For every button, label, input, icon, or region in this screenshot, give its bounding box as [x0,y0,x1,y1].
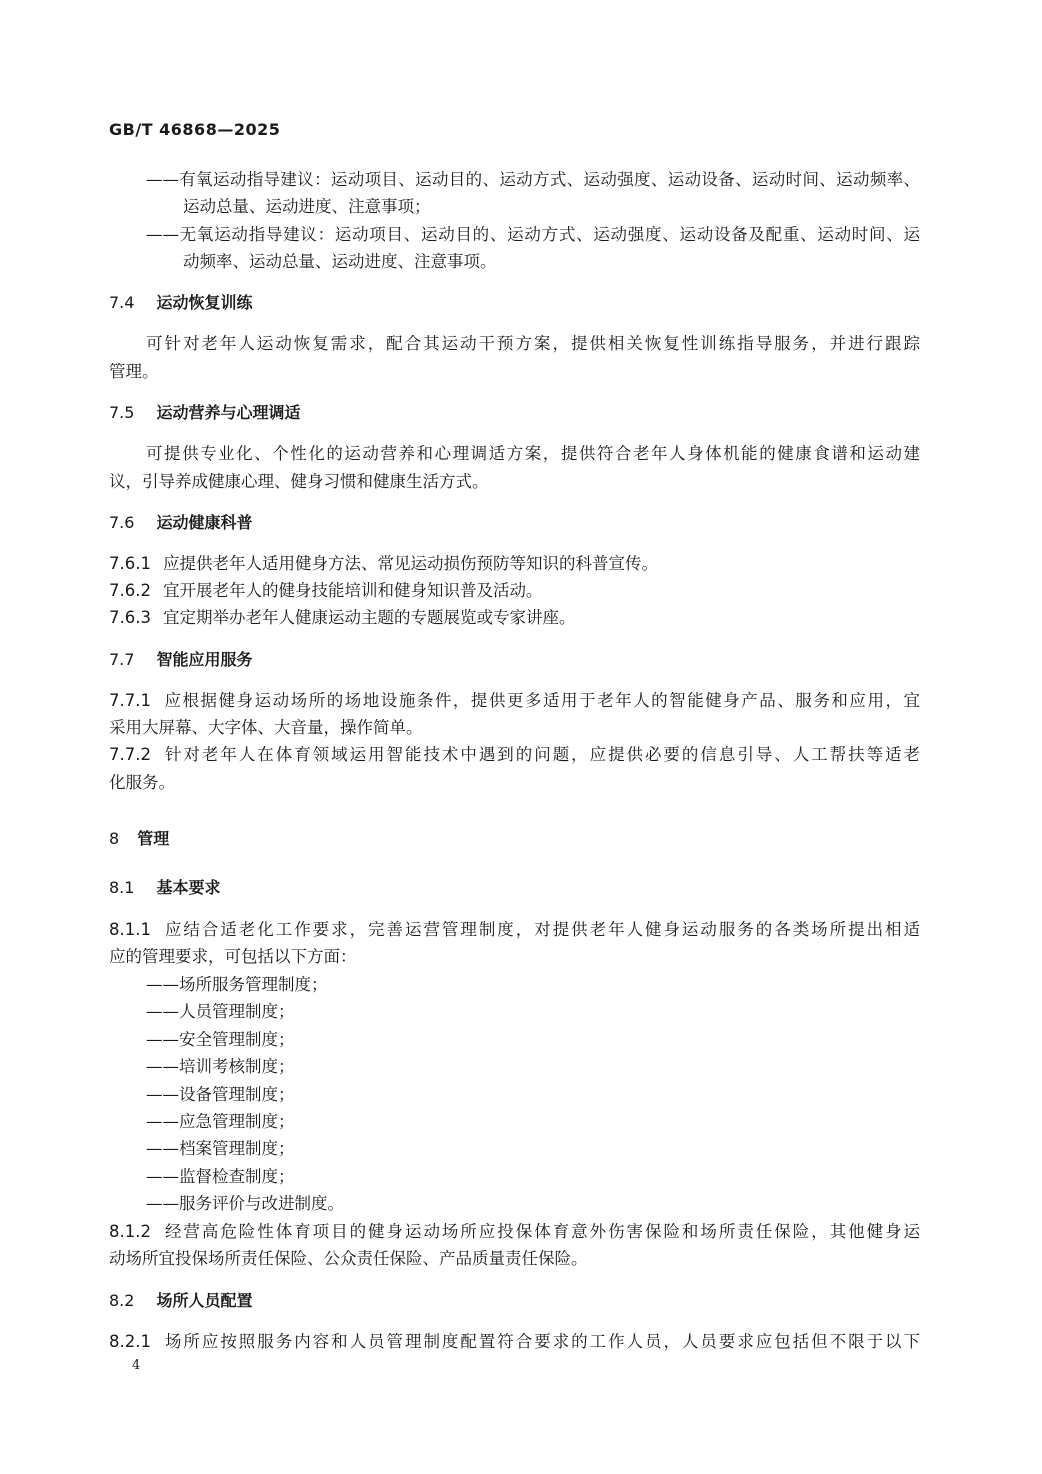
clause-number: 8.2.1 [109,1332,151,1351]
clause-text: 应结合适老化工作要求，完善运营管理制度，对提供老年人健身运动服务的各类场所提出相适 [162,920,920,939]
clause-7-7-2 [109,744,920,766]
clause-text: 应根据健身运动场所的场地设施条件，提供更多适用于老年人的智能健身产品、服务和应用，宜 [162,691,920,710]
list-item: ——场所服务管理制度； [146,975,328,994]
section-heading-7-4 [109,292,252,314]
list-item: ——设备管理制度； [146,1085,295,1104]
list-item: ——档案管理制度； [146,1139,295,1158]
section-number: 7.5 [109,403,135,422]
standard-code: GB/T 46868—2025 [109,120,281,139]
clause-number: 8.1.2 [109,1222,151,1241]
section-number: 8.2 [109,1291,135,1310]
section-title: 运动健康科普 [156,513,253,532]
chapter-title: 管理 [137,829,170,848]
list-item: ——有氧运动指导建议：运动项目、运动目的、运动方式、运动强度、运动设备、运动时间、运动频率、 [146,170,920,189]
section-number: 7.7 [109,650,135,669]
section-heading-7-5 [109,402,300,424]
chapter-number: 8 [109,829,120,848]
list-item: ——人员管理制度； [146,1002,295,1021]
paragraph-line: 管理。 [109,362,159,381]
list-item: ——服务评价与改进制度。 [146,1194,344,1213]
list-item: ——安全管理制度； [146,1030,295,1049]
clause-text: 宜定期举办老年人健康运动主题的专题展览或专家讲座。 [162,608,576,627]
section-heading-7-7 [109,649,252,671]
clause-8-2-1 [109,1331,920,1353]
list-item: ——培训考核制度； [146,1057,295,1076]
clause-text: 宜开展老年人的健身技能培训和健身知识普及活动。 [162,581,543,600]
page-number: 4 [132,1358,141,1373]
section-heading-7-6 [109,512,252,534]
clause-7-6-3 [109,607,575,629]
list-item: ——应急管理制度； [146,1112,295,1131]
clause-number: 7.6.3 [109,608,151,627]
section-title: 运动恢复训练 [156,293,253,312]
paragraph-line: 可针对老年人运动恢复需求，配合其运动干预方案，提供相关恢复性训练指导服务，并进行跟踪 [146,334,920,353]
section-number: 8.1 [109,878,135,897]
section-number: 7.6 [109,513,135,532]
clause-text: 经营高危险性体育项目的健身运动场所应投保体育意外伤害保险和场所责任保险，其他健身运 [162,1222,920,1241]
list-item-continuation: 运动总量、运动进度、注意事项； [183,197,431,216]
clause-number: 7.7.1 [109,691,151,710]
clause-number: 8.1.1 [109,920,151,939]
clause-continuation: 动场所宜投保场所责任保险、公众责任保险、产品质量责任保险。 [109,1249,588,1268]
clause-number: 7.7.2 [109,745,151,764]
clause-number: 7.6.1 [109,554,151,573]
list-item: ——无氧运动指导建议：运动项目、运动目的、运动方式、运动强度、运动设备及配重、运动时间、运 [146,225,920,244]
clause-8-1-1 [109,919,920,941]
section-heading-8-1 [109,877,220,899]
paragraph-line: 可提供专业化、个性化的运动营养和心理调适方案，提供符合老年人身体机能的健康食谱和运动建 [146,444,920,463]
section-title: 运动营养与心理调适 [156,403,301,422]
chapter-heading-8 [109,828,169,850]
clause-8-1-2 [109,1221,920,1243]
clause-continuation: 化服务。 [109,773,175,792]
clause-continuation: 采用大屏幕、大字体、大音量，操作简单。 [109,718,423,737]
section-title: 场所人员配置 [156,1291,253,1310]
list-item: ——监督检查制度； [146,1167,295,1186]
paragraph-line: 议，引导养成健康心理、健身习惯和健康生活方式。 [109,472,489,491]
section-title: 基本要求 [156,878,221,897]
clause-text: 场所应按照服务内容和人员管理制度配置符合要求的工作人员，人员要求应包括但不限于以下 [162,1332,920,1351]
list-item-continuation: 动频率、运动总量、运动进度、注意事项。 [183,252,497,271]
clause-7-6-1 [109,553,658,575]
clause-number: 7.6.2 [109,581,151,600]
clause-7-7-1 [109,690,920,712]
clause-continuation: 应的管理要求，可包括以下方面： [109,947,357,966]
clause-text: 应提供老年人适用健身方法、常见运动损伤预防等知识的科普宣传。 [162,554,658,573]
section-title: 智能应用服务 [156,650,253,669]
section-number: 7.4 [109,293,135,312]
clause-7-6-2 [109,580,542,602]
section-heading-8-2 [109,1290,252,1312]
clause-text: 针对老年人在体育领域运用智能技术中遇到的问题，应提供必要的信息引导、人工帮扶等适老 [162,745,920,764]
